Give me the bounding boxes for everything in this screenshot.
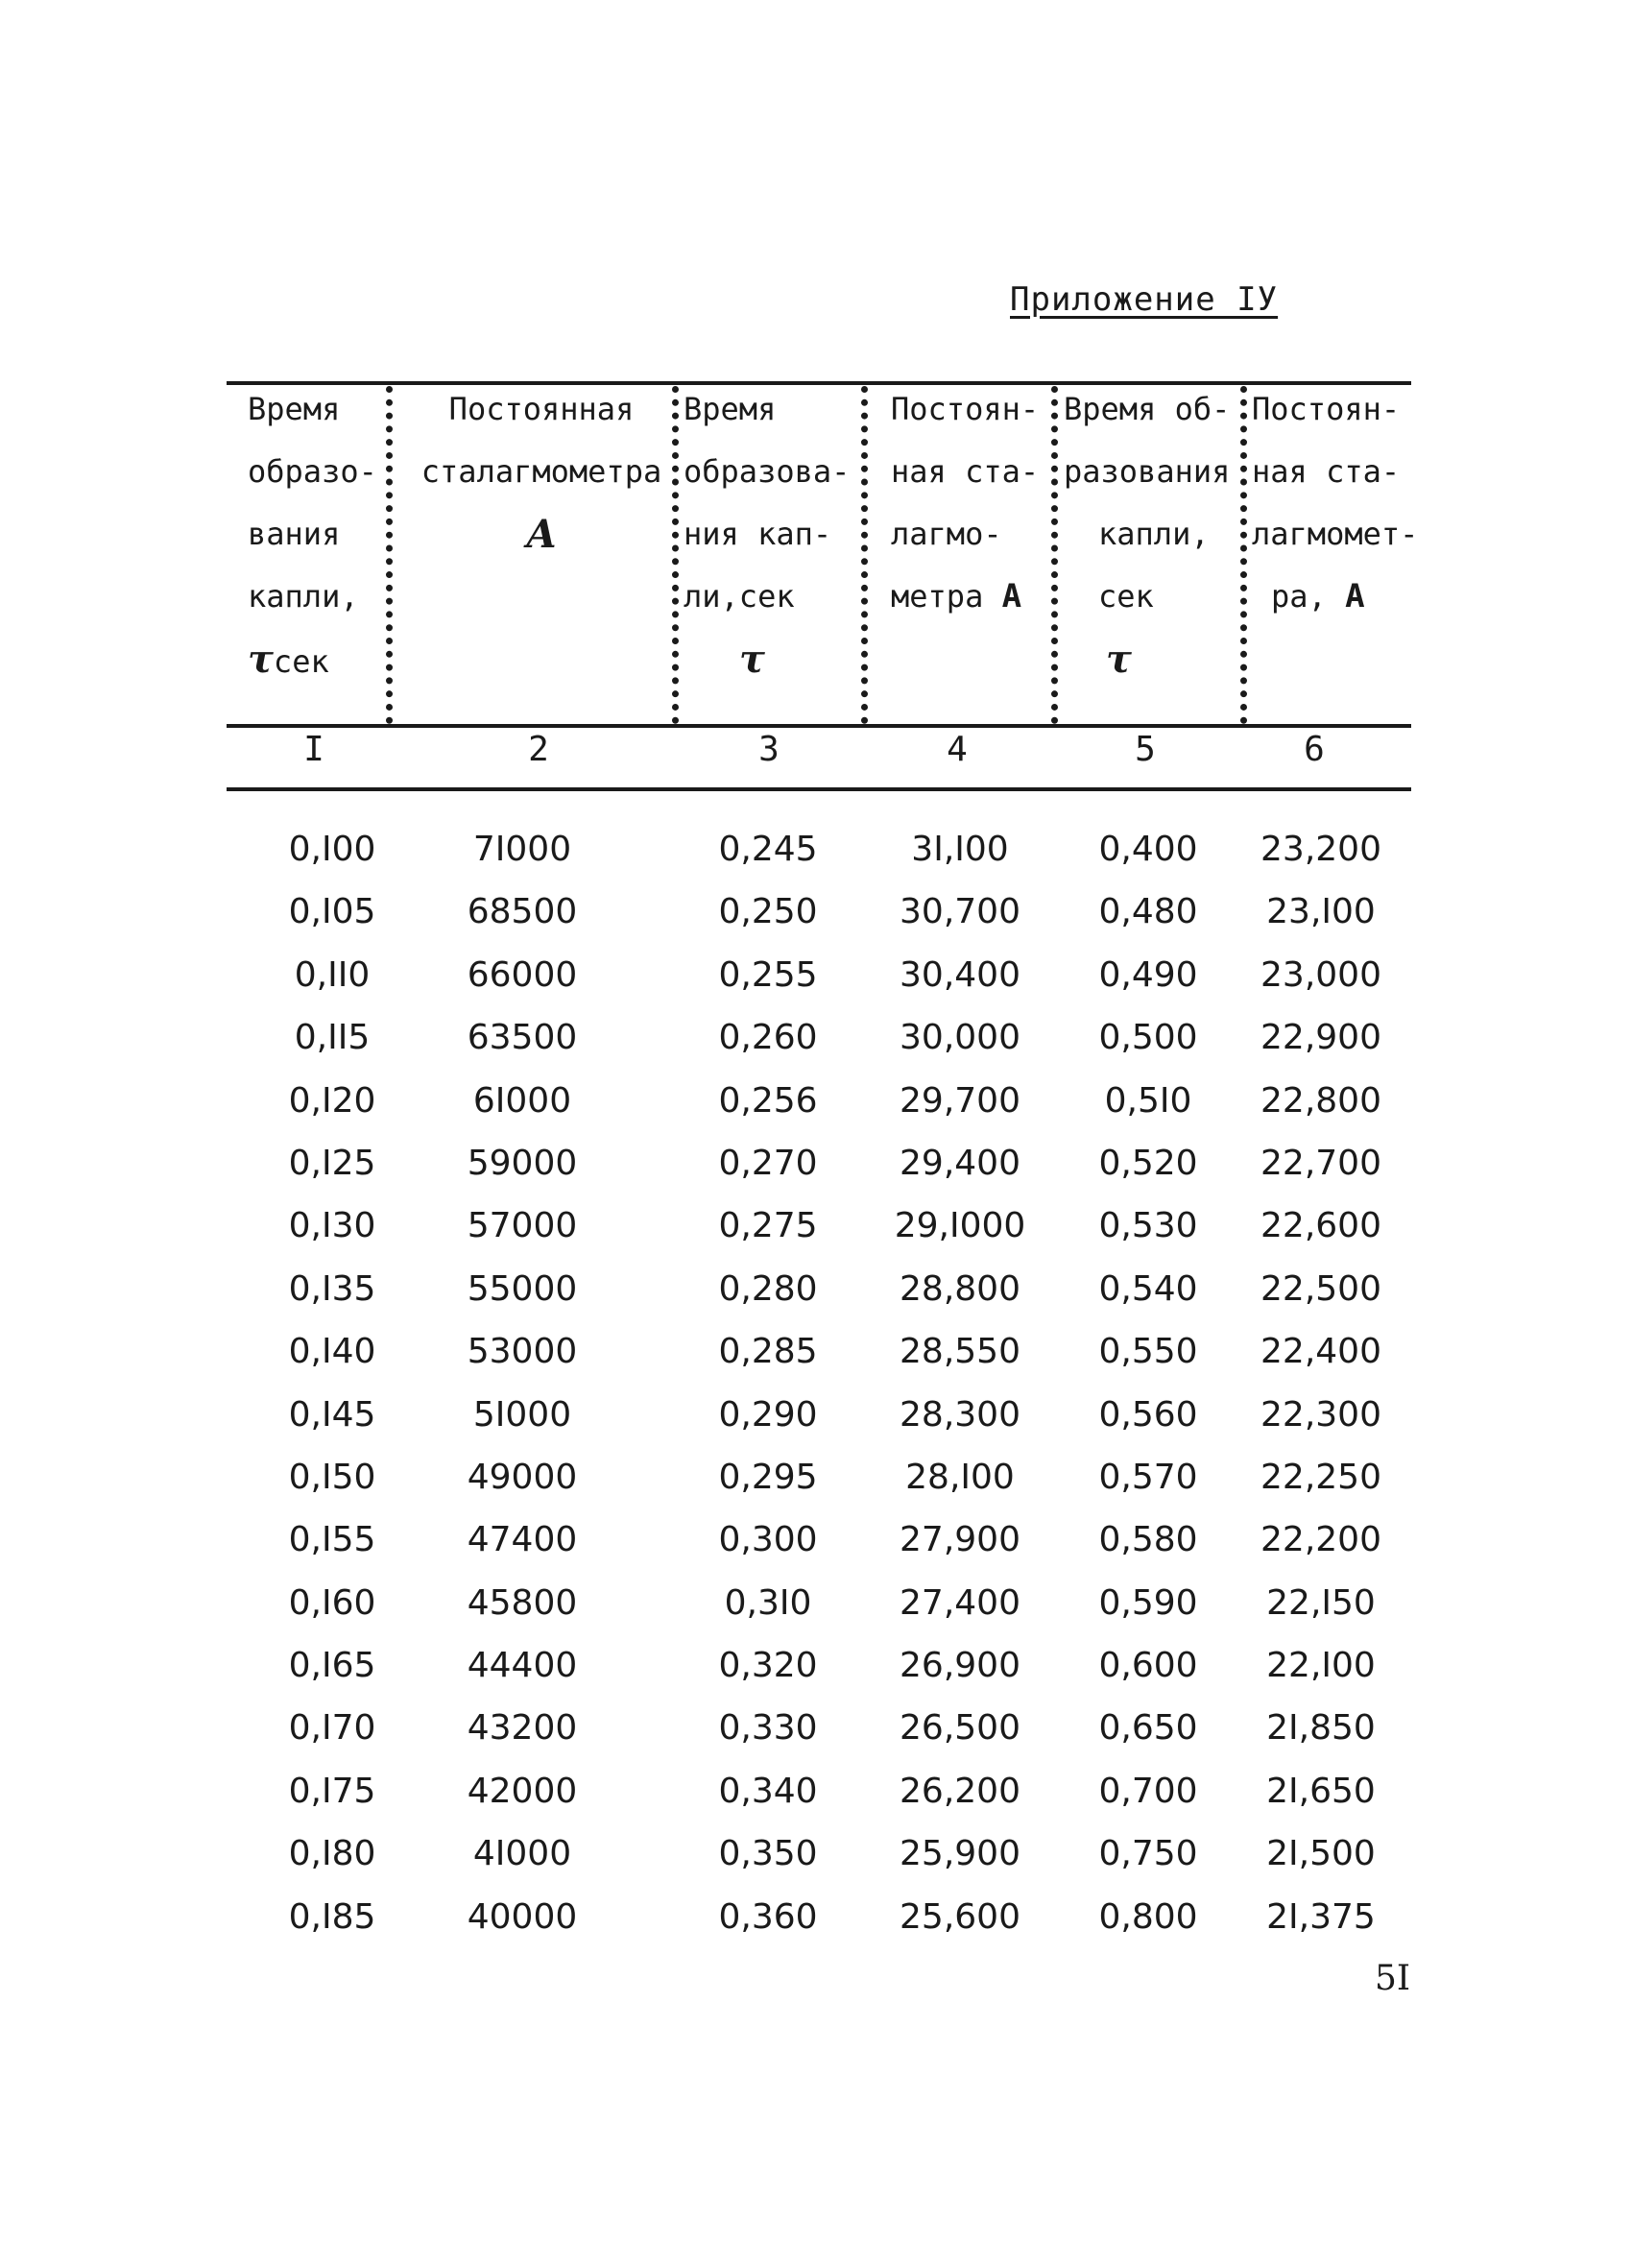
column-separator [861,386,868,724]
header-line: капли, [248,578,359,615]
table-cell: 2I,650 [1266,1771,1376,1811]
table-cell: 30,700 [900,892,1020,932]
table-cell: 0,290 [718,1394,818,1435]
table-cell: 22,250 [1260,1457,1381,1497]
table-cell: 0,560 [1098,1394,1198,1435]
table-cell: 0,350 [718,1834,818,1874]
table-cell: 0,II0 [294,954,371,995]
table-cell: 66000 [467,954,578,995]
header-col6 [1252,378,1418,628]
table-cell: 57000 [467,1206,578,1246]
table-cell: 68500 [467,892,578,932]
table-cell: 0,295 [718,1457,818,1497]
table-cell: 30,400 [900,954,1020,995]
table-cell: 0,600 [1098,1646,1198,1686]
table-cell: 22,800 [1260,1080,1381,1121]
table-cell: 0,5I0 [1104,1080,1192,1121]
header-unit: сек [273,643,329,680]
header-line: Время об- [1064,391,1231,427]
a-symbol: A [1001,577,1022,615]
table-cell: 42000 [467,1771,578,1811]
header-bottom-rule [227,724,1411,728]
table-cell: 22,300 [1260,1394,1381,1435]
table-cell: 25,600 [900,1896,1020,1937]
table-cell: 0,I75 [288,1771,376,1811]
table-cell: 28,I00 [905,1457,1015,1497]
page-number: 5I [1375,1959,1411,1998]
column-separator [672,386,679,724]
data-column-1 [236,818,428,1948]
header-line: ли,сек [684,578,795,615]
column-separator [1240,386,1247,724]
table-cell: 0,255 [718,954,818,995]
table-cell: 26,200 [900,1771,1020,1811]
header-line: ния кап- [684,516,832,552]
header-line: капли, [1098,516,1210,552]
column-number: 4 [947,730,968,769]
table-cell: 53000 [467,1332,578,1372]
column-number: 5 [1135,730,1156,769]
header-line: образова- [684,453,851,490]
header-line: разования [1064,453,1231,490]
table-cell: 29,I000 [894,1206,1026,1246]
table-cell: 5I000 [472,1394,572,1435]
table-cell: 0,I80 [288,1834,376,1874]
table-cell: 0,330 [718,1708,818,1749]
table-cell: 23,000 [1260,954,1381,995]
table-cell: 0,300 [718,1520,818,1560]
table-cell: 59000 [467,1143,578,1183]
data-column-4 [864,818,1056,1948]
table-cell: 6I000 [472,1080,572,1121]
table-cell: 7I000 [472,830,572,869]
table-cell: 3I,I00 [911,830,1009,869]
header-line: Время [684,391,777,427]
header-line: лагмо- [891,516,1002,552]
header-line-symbol [248,628,377,693]
header-line: лагмомет- [1252,516,1419,552]
header-line: Постоянная [448,391,635,427]
table-cell: 0,550 [1098,1332,1198,1372]
table-cell: 26,900 [900,1646,1020,1686]
table-cell: 22,900 [1260,1018,1381,1058]
table-cell: 28,800 [900,1268,1020,1309]
table-cell: 0,570 [1098,1457,1198,1497]
table-cell: 0,750 [1098,1834,1198,1874]
table-cell: 0,520 [1098,1143,1198,1183]
table-cell: 30,000 [900,1018,1020,1058]
table-cell: 0,285 [718,1332,818,1372]
table-cell: 43200 [467,1708,578,1749]
table-cell: 0,490 [1098,954,1198,995]
table-cell: 0,480 [1098,892,1198,932]
header-line-symbol [1252,566,1418,628]
header-col4 [891,378,1039,628]
header-line-symbol [891,566,1039,628]
table-cell: 0,3I0 [724,1582,812,1623]
table-cell: 22,I00 [1266,1646,1376,1686]
table-cell: 0,I85 [288,1896,376,1937]
header-word: ра, [1271,578,1327,615]
table-cell: 63500 [467,1018,578,1058]
table-cell: 0,270 [718,1143,818,1183]
table-cell: 0,256 [718,1080,818,1121]
table-cell: 28,300 [900,1394,1020,1435]
table-cell: 0,245 [718,830,818,869]
header-col2 [420,378,662,566]
a-symbol: A [1345,577,1365,615]
table-cell: 22,500 [1260,1268,1381,1309]
table-cell: 0,I70 [288,1708,376,1749]
table-cell: 0,I50 [288,1457,376,1497]
table-cell: 49000 [467,1457,578,1497]
table-cell: 25,900 [900,1834,1020,1874]
column-separator [386,386,393,724]
table-cell: 0,360 [718,1896,818,1937]
table-cell: 45800 [467,1582,578,1623]
table-cell: 0,400 [1098,830,1198,869]
data-column-6 [1225,818,1417,1948]
table-cell: 22,400 [1260,1332,1381,1372]
header-line: Время [248,391,341,427]
table-cell: 55000 [467,1268,578,1309]
table-cell: 2I,850 [1266,1708,1376,1749]
table-cell: 0,590 [1098,1582,1198,1623]
table-cell: 0,650 [1098,1708,1198,1749]
table-cell: 0,340 [718,1771,818,1811]
table-cell: 22,600 [1260,1206,1381,1246]
column-number: 2 [528,730,549,769]
table-cell: 0,275 [718,1206,818,1246]
table-cell: 22,200 [1260,1520,1381,1560]
table-cell: 0,I30 [288,1206,376,1246]
column-number: 3 [758,730,780,769]
table-cell: 47400 [467,1520,578,1560]
table-cell: 23,200 [1260,830,1381,869]
data-column-3 [672,818,864,1948]
table-cell: 28,550 [900,1332,1020,1372]
header-col1 [248,378,377,693]
table-cell: 0,I35 [288,1268,376,1309]
table-cell: 0,I20 [288,1080,376,1121]
table-cell: 0,I00 [288,830,376,869]
header-line: сек [1098,578,1154,615]
data-column-2 [426,818,618,1948]
header-line: вания [248,516,341,552]
table-cell: 0,I05 [288,892,376,932]
header-col5 [1064,378,1230,690]
tau-symbol: τ [248,637,274,682]
table-cell: 0,800 [1098,1896,1198,1937]
table-cell: 0,320 [718,1646,818,1686]
table-cell: 0,II5 [294,1018,371,1058]
header-line: Постоян- [891,391,1040,427]
table-cell: 44400 [467,1646,578,1686]
header-col3 [684,378,850,690]
table-cell: 0,I55 [288,1520,376,1560]
table-cell: 0,I60 [288,1582,376,1623]
table-cell: 0,280 [718,1268,818,1309]
column-number-rule [227,787,1411,791]
table-cell: 4I000 [472,1834,572,1874]
table-cell: 0,540 [1098,1268,1198,1309]
table-cell: 0,I45 [288,1394,376,1435]
table-cell: 0,I25 [288,1143,376,1183]
table-cell: 26,500 [900,1708,1020,1749]
table-cell: 0,I40 [288,1332,376,1372]
table-cell: 29,400 [900,1143,1020,1183]
header-word: метра [891,578,984,615]
table-cell: 27,900 [900,1520,1020,1560]
header-line: образо- [248,453,377,490]
table-cell: 22,I50 [1266,1582,1376,1623]
tau-symbol: τ [739,637,765,682]
header-line: ная ста- [891,453,1040,490]
column-separator [1051,386,1058,724]
table-cell: 22,700 [1260,1143,1381,1183]
header-line: Постоян- [1252,391,1401,427]
column-number: I [303,730,324,769]
table-cell: 2I,500 [1266,1834,1376,1874]
table-cell: 0,250 [718,892,818,932]
table-cell: 0,I65 [288,1646,376,1686]
a-symbol: A [526,512,557,557]
column-number: 6 [1304,730,1325,769]
table-cell: 0,500 [1098,1018,1198,1058]
table-cell: 40000 [467,1896,578,1937]
table-cell: 2I,375 [1266,1896,1376,1937]
header-line: ная ста- [1252,453,1401,490]
appendix-title: Приложение IУ [1010,280,1279,319]
table-cell: 0,260 [718,1018,818,1058]
data-column-5 [1052,818,1244,1948]
tau-symbol: τ [1106,637,1132,682]
table-cell: 0,580 [1098,1520,1198,1560]
table-cell: 29,700 [900,1080,1020,1121]
table-cell: 27,400 [900,1582,1020,1623]
table-cell: 0,530 [1098,1206,1198,1246]
header-line: сталагмометра [420,453,662,490]
table-cell: 23,I00 [1266,892,1376,932]
table-cell: 0,700 [1098,1771,1198,1811]
